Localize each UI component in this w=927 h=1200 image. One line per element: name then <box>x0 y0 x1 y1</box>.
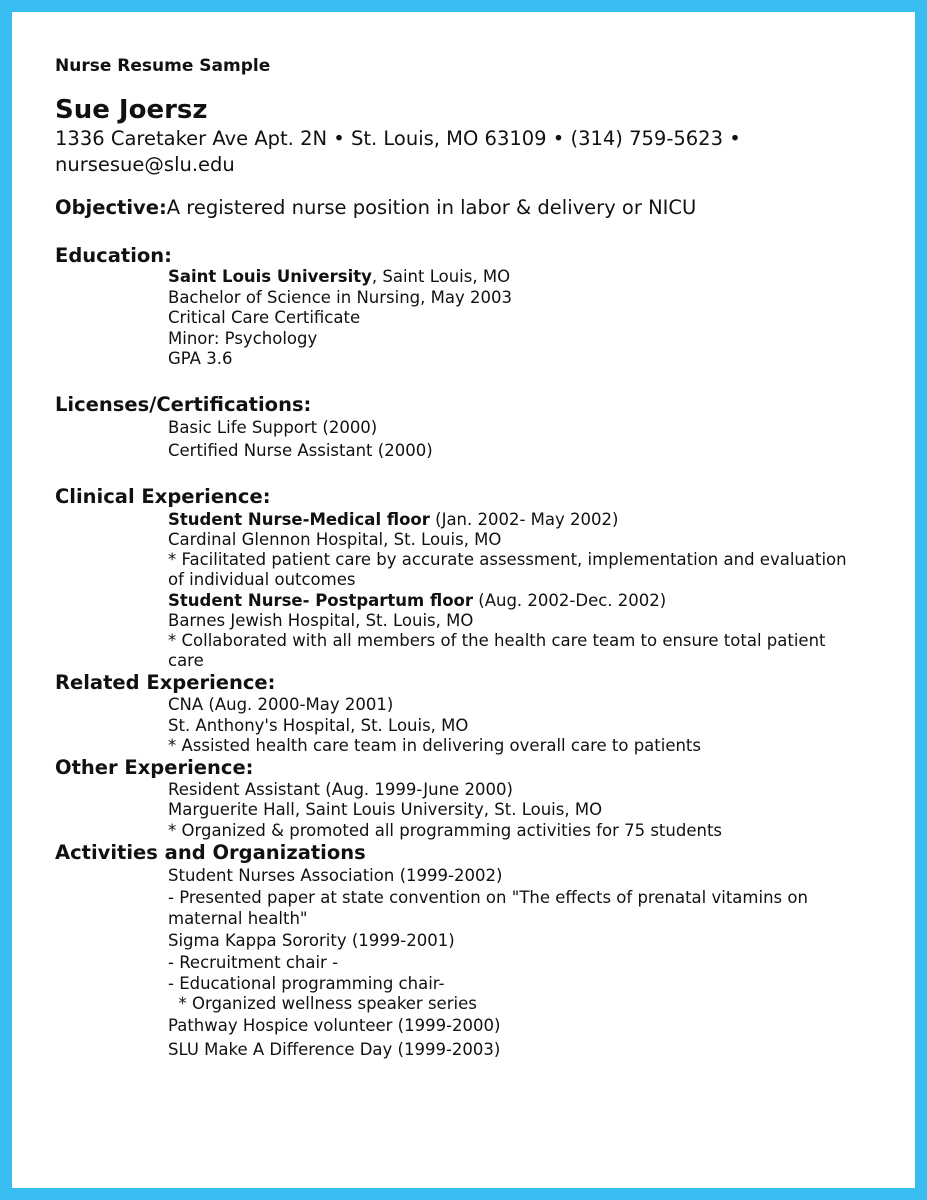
activities-line: - Presented paper at state convention on "The effects of prenatal vitamins on <box>168 888 808 907</box>
education-line: Minor: Psychology <box>168 329 318 348</box>
job2-title: Student Nurse- Postpartum floor <box>168 591 474 610</box>
activities-line: maternal health" <box>168 909 308 928</box>
clinical-job2-desc: care <box>168 651 204 670</box>
education-line: Bachelor of Science in Nursing, May 2003 <box>168 288 512 307</box>
activities-line: * Organized wellness speaker series <box>168 994 477 1013</box>
contact-line-address: 1336 Caretaker Ave Apt. 2N • St. Louis, MO 63109 • (314) 759-5623 • <box>55 127 741 150</box>
clinical-job2-title <box>168 591 666 610</box>
objective-label: Objective: <box>55 196 167 219</box>
activities-line: - Educational programming chair- <box>168 974 445 993</box>
activities-line: Student Nurses Association (1999-2002) <box>168 866 503 885</box>
related-line: * Assisted health care team in delivering overall care to patients <box>168 736 702 755</box>
school-name: Saint Louis University <box>168 267 372 286</box>
license-line: Certified Nurse Assistant (2000) <box>168 441 433 460</box>
objective-text: A registered nurse position in labor & delivery or NICU <box>166 196 697 219</box>
job1-title: Student Nurse-Medical floor <box>168 510 430 529</box>
education-line: GPA 3.6 <box>168 349 233 368</box>
related-heading: Related Experience: <box>55 671 276 694</box>
contact-line-email: nursesue@slu.edu <box>55 153 235 176</box>
education-heading: Education: <box>55 244 172 267</box>
clinical-heading: Clinical Experience: <box>55 485 271 508</box>
clinical-job1-desc: of individual outcomes <box>168 570 356 589</box>
activities-line: SLU Make A Difference Day (1999-2003) <box>168 1040 501 1059</box>
activities-heading: Activities and Organizations <box>55 841 366 864</box>
activities-line: Pathway Hospice volunteer (1999-2000) <box>168 1016 501 1035</box>
document-title: Nurse Resume Sample <box>55 56 271 76</box>
candidate-name: Sue Joersz <box>55 95 208 125</box>
clinical-job1-desc: * Facilitated patient care by accurate assessment, implementation and evaluation <box>168 550 847 569</box>
other-line: Marguerite Hall, Saint Louis University, St. Louis, MO <box>168 800 603 819</box>
clinical-job2-place: Barnes Jewish Hospital, St. Louis, MO <box>168 611 474 630</box>
other-line: * Organized & promoted all programming activities for 75 students <box>168 821 723 840</box>
other-heading: Other Experience: <box>55 756 254 779</box>
clinical-job1-place: Cardinal Glennon Hospital, St. Louis, MO <box>168 530 502 549</box>
other-line: Resident Assistant (Aug. 1999-June 2000) <box>168 780 513 799</box>
activities-line: - Recruitment chair - <box>168 953 339 972</box>
education-line: Critical Care Certificate <box>168 308 361 327</box>
clinical-job1-title <box>168 510 618 529</box>
licenses-heading: Licenses/Certifications: <box>55 393 312 416</box>
license-line: Basic Life Support (2000) <box>168 418 378 437</box>
activities-line: Sigma Kappa Sorority (1999-2001) <box>168 931 455 950</box>
objective <box>55 196 696 219</box>
clinical-job2-desc: * Collaborated with all members of the health care team to ensure total patient <box>168 631 826 650</box>
school-location: , Saint Louis, MO <box>371 267 511 286</box>
job2-dates: (Aug. 2002-Dec. 2002) <box>473 591 667 610</box>
education-school <box>168 267 510 286</box>
related-line: CNA (Aug. 2000-May 2001) <box>168 695 394 714</box>
job1-dates: (Jan. 2002- May 2002) <box>429 510 619 529</box>
related-line: St. Anthony's Hospital, St. Louis, MO <box>168 716 469 735</box>
